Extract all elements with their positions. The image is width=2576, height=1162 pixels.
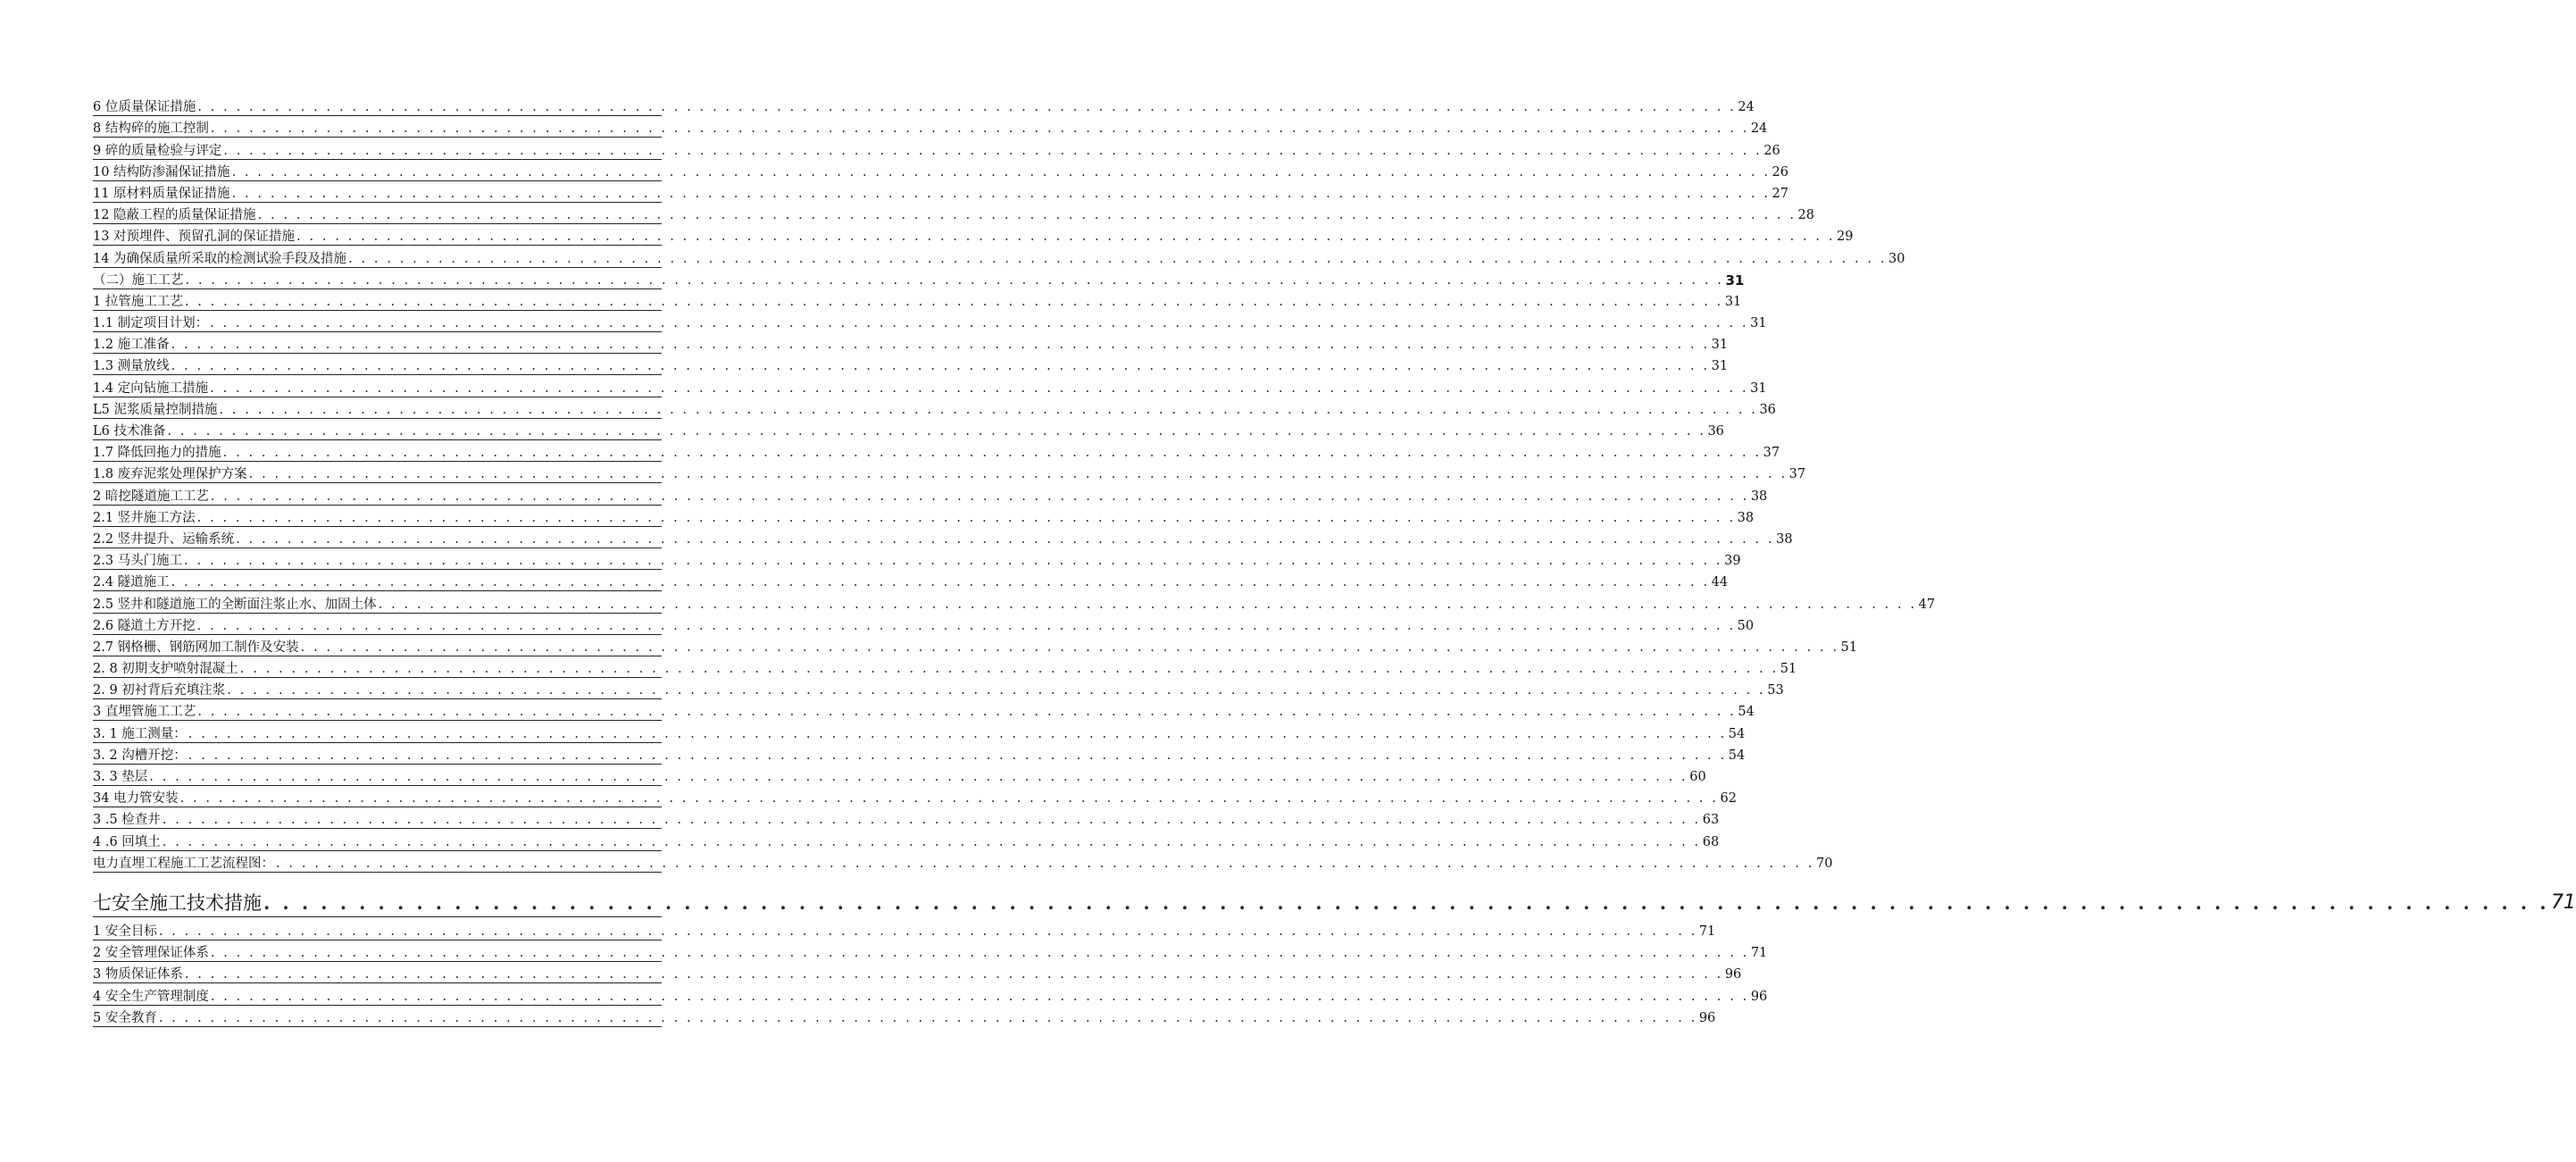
toc-entry-label: 6 位质量保证措施 [93, 100, 196, 115]
toc-entry-page-number: 28 [1797, 208, 1814, 223]
toc-entry-page-number: 37 [1788, 467, 1806, 482]
toc-entry-label: 1.7 降低回拖力的措施 [93, 446, 221, 461]
toc-entry-label: 5 安全教育 [93, 1010, 157, 1025]
toc-entry-label: 3. 1 施工测量： [93, 726, 187, 741]
toc-leader-dots: . . . . . . . . . . . . . . . . . . . . . . . . . . . . . . . . . . . . . . . . . . . . . . . . . . . . . . . . . . . . . . . . . . . . . . . . . . . . . . . . . . . . . . . . . . . . . . . . . . . . . . . . . . . . . . . . . . . . . . . . [197, 705, 1737, 720]
toc-entry-label: 11 原材料质量保证措施 [93, 186, 230, 201]
toc-entry-label: 2.4 隧道施工 [93, 575, 170, 590]
toc-leader-dots: . . . . . . . . . . . . . . . . . . . . . . . . . . . . . . . . . . . . . . . . . . . . . . . . . . . . . . . . . . . . . . . . . . . . . . . . . . . . . . . . . . . . . . . . . . . . . . . . . . . . . . . . . . . . . . . . . . . . . . . . [231, 164, 1771, 180]
toc-entry[interactable] [93, 440, 1780, 462]
toc-leader-dots: . . . . . . . . . . . . . . . . . . . . . . . . . . . . . . . . . . . . . . . . . . . . . . . . . . . . . . . . . . . . . . . . . . . . . . . . . . . . . . . . . . . . . . . . . . . . . . . . . . . . . . . . . . . . . . . . . . . . . . . . [210, 316, 1749, 331]
toc-entry-page-number: 37 [1763, 446, 1780, 461]
toc-entry-label: 1 安全目标 [93, 924, 157, 939]
toc-leader-dots: . . . . . . . . . . . . . . . . . . . . . . . . . . . . . . . . . . . . . . . . . . . . . . . . . . . . . . . . . . . . . . . . . . . . . . . . . . . . . . . . . . . . . . . . . . . . . . . . . . . . . . . . . . . . . . . . . . . . . . . . [210, 380, 1749, 396]
toc-entry-page-number: 60 [1689, 770, 1706, 784]
toc-leader-dots: . . . . . . . . . . . . . . . . . . . . . . . . . . . . . . . . . . . . . . . . . . . . . . . . . . . . . . . . . . . . . . . . . . . . . . . . . . . . . . . . . . . . . . . . . . . . . . . . . . . . . . . . . . . . . . . . . . . . . . . . [162, 813, 1701, 828]
toc-entry-label: 10 结构防渗漏保证措施 [93, 164, 230, 180]
toc-entry-page-number: 54 [1738, 705, 1755, 720]
toc-entry[interactable] [93, 462, 1806, 483]
toc-entry-label: 3 物质保证体系 [93, 967, 183, 982]
toc-entry[interactable] [93, 962, 1742, 983]
toc-leader-dots: . . . . . . . . . . . . . . . . . . . . . . . . . . . . . . . . . . . . . . . . . . . . . . . . . . . . . . . . . . . . . . . . . . . . . . . . . . . . . . . . . . . . . . . . . . . . . . . . . . . . . . . . . . . . . . . . . . . . . . . . [219, 402, 1758, 417]
toc-leader-dots: . . . . . . . . . . . . . . . . . . . . . . . . . . . . . . . . . . . . . . . . . . . . . . . . . . . . . . . . . . . . . . . . . . . . . . . . . . . . . . . . . . . . . . . . . . . . . . . . . . . . . . . . . . . . . . . . . . . . . . . . [171, 359, 1710, 374]
toc-entry-label: 2.5 竖井和隧道施工的全断面注浆止水、加固土体 [93, 597, 377, 612]
toc-entry-label: 电力直埋工程施工工艺流程图： [93, 856, 274, 871]
toc-leader-dots: . . . . . . . . . . . . . . . . . . . . . . . . . . . . . . . . . . . . . . . . . . . . . . . . . . . . . . . . . . . . . . . . . . . . . . . . . . . . . . . . . . . . . . . . . . . . . . . . . . . . . . . . . . . . . . . . . . . . . . . . [196, 618, 1736, 633]
toc-entry-page-number: 31 [1750, 380, 1767, 396]
toc-entry-page-number: 51 [1840, 640, 1858, 655]
toc-entry-label: 3. 3 垫层 [93, 770, 148, 784]
toc-leader-dots: . . . . . . . . . . . . . . . . . . . . . . . . . . . . . . . . . . . . . . . . . . . . . . . . . . . . . . . . . . . . . . . . . . . . . . . . . . . . . . . . . . . . . . . . . . . . . . . . . . . . . . . . . . . . . . . . . . . . . . . . [167, 424, 1706, 439]
toc-leader-dots: . . . . . . . . . . . . . . . . . . . . . . . . . . . . . . . . . . . . . . . . . . . . . . . . . . . . . . . . . . . . . . . . . . . . . . . . . . . . . . . . . . . . . . . . . . . . . . . . . . . . . . . . . . . . . . . . . . . . . . . . [171, 575, 1710, 590]
toc-entry-page-number: 71 [2550, 890, 2576, 914]
toc-leader-dots: . . . . . . . . . . . . . . . . . . . . . . . . . . . . . . . . . . . . . . . . . . . . . . . . . . . . . . . . . . . . . . . . . . . . . . . . . . . . . . . . . . . . . . . . . . . . . . . . . . . . . . . . . . . . . . . . . . . . . . . . [263, 890, 2549, 914]
toc-leader-dots: . . . . . . . . . . . . . . . . . . . . . . . . . . . . . . . . . . . . . . . . . . . . . . . . . . . . . . . . . . . . . . . . . . . . . . . . . . . . . . . . . . . . . . . . . . . . . . . . . . . . . . . . . . . . . . . . . . . . . . . . [223, 143, 1763, 158]
toc-entry-page-number: 50 [1737, 618, 1755, 633]
toc-entry-label: 3 .5 检查井 [93, 813, 161, 828]
toc-entry-label: 14 为确保质量所采取的检测试验手段及措施 [93, 251, 347, 266]
toc-leader-dots: . . . . . . . . . . . . . . . . . . . . . . . . . . . . . . . . . . . . . . . . . . . . . . . . . . . . . . . . . . . . . . . . . . . . . . . . . . . . . . . . . . . . . . . . . . . . . . . . . . . . . . . . . . . . . . . . . . . . . . . . [348, 251, 1888, 266]
toc-entry[interactable] [93, 1006, 1716, 1027]
toc-leader-dots: . . . . . . . . . . . . . . . . . . . . . . . . . . . . . . . . . . . . . . . . . . . . . . . . . . . . . . . . . . . . . . . . . . . . . . . . . . . . . . . . . . . . . . . . . . . . . . . . . . . . . . . . . . . . . . . . . . . . . . . . [158, 924, 1697, 939]
toc-entry-page-number: 31 [1711, 338, 1729, 353]
toc-entry-page-number: 26 [1763, 143, 1780, 158]
toc-leader-dots: . . . . . . . . . . . . . . . . . . . . . . . . . . . . . . . . . . . . . . . . . . . . . . . . . . . . . . . . . . . . . . . . . . . . . . . . . . . . . . . . . . . . . . . . . . . . . . . . . . . . . . . . . . . . . . . . . . . . . . . . [210, 489, 1749, 504]
toc-entry[interactable] [93, 614, 1755, 635]
toc-entry-label: 1.8 废弃泥浆处理保护方案 [93, 467, 247, 482]
toc-entry-label: 2. 9 初衬背后充填注浆 [93, 683, 226, 698]
toc-entry-page-number: 96 [1724, 967, 1742, 982]
toc-entry-page-number: 29 [1837, 230, 1854, 245]
toc-entry[interactable] [93, 397, 1776, 419]
toc-entry[interactable] [93, 203, 1814, 224]
toc-entry-page-number: 62 [1720, 791, 1737, 807]
toc-entry-label: 1.1 制定项目计划： [93, 316, 209, 331]
toc-entry[interactable] [93, 765, 1706, 786]
toc-leader-dots: . . . . . . . . . . . . . . . . . . . . . . . . . . . . . . . . . . . . . . . . . . . . . . . . . . . . . . . . . . . . . . . . . . . . . . . . . . . . . . . . . . . . . . . . . . . . . . . . . . . . . . . . . . . . . . . . . . . . . . . . [185, 272, 1724, 288]
toc-entry[interactable] [93, 419, 1724, 440]
toc-entry[interactable] [93, 506, 1755, 527]
toc-entry[interactable] [93, 591, 1936, 613]
toc-entry[interactable] [93, 224, 1854, 246]
toc-entry-page-number: 39 [1724, 554, 1741, 569]
toc-leader-dots: . . . . . . . . . . . . . . . . . . . . . . . . . . . . . . . . . . . . . . . . . . . . . . . . . . . . . . . . . . . . . . . . . . . . . . . . . . . . . . . . . . . . . . . . . . . . . . . . . . . . . . . . . . . . . . . . . . . . . . . . [171, 338, 1710, 353]
toc-entry-label: 1.2 施工准备 [93, 338, 170, 353]
toc-entry[interactable] [93, 786, 1737, 807]
toc-entry-label: 2 暗挖隧道施工工艺 [93, 489, 209, 504]
toc-leader-dots: . . . . . . . . . . . . . . . . . . . . . . . . . . . . . . . . . . . . . . . . . . . . . . . . . . . . . . . . . . . . . . . . . . . . . . . . . . . . . . . . . . . . . . . . . . . . . . . . . . . . . . . . . . . . . . . . . . . . . . . . [197, 100, 1737, 115]
toc-leader-dots: . . . . . . . . . . . . . . . . . . . . . . . . . . . . . . . . . . . . . . . . . . . . . . . . . . . . . . . . . . . . . . . . . . . . . . . . . . . . . . . . . . . . . . . . . . . . . . . . . . . . . . . . . . . . . . . . . . . . . . . . [248, 467, 1788, 482]
toc-entry[interactable] [93, 807, 1720, 829]
toc-leader-dots: . . . . . . . . . . . . . . . . . . . . . . . . . . . . . . . . . . . . . . . . . . . . . . . . . . . . . . . . . . . . . . . . . . . . . . . . . . . . . . . . . . . . . . . . . . . . . . . . . . . . . . . . . . . . . . . . . . . . . . . . [227, 683, 1766, 698]
toc-leader-dots: . . . . . . . . . . . . . . . . . . . . . . . . . . . . . . . . . . . . . . . . . . . . . . . . . . . . . . . . . . . . . . . . . . . . . . . . . . . . . . . . . . . . . . . . . . . . . . . . . . . . . . . . . . . . . . . . . . . . . . . . [149, 770, 1688, 784]
toc-entry-label: （二）施工工艺 [93, 272, 184, 288]
toc-entry-page-number: 71 [1698, 924, 1716, 939]
toc-entry-page-number: 54 [1728, 748, 1746, 763]
toc-entry[interactable] [93, 940, 1768, 962]
toc-entry[interactable] [93, 656, 1797, 678]
toc-entry[interactable] [93, 138, 1780, 159]
toc-leader-dots: . . . . . . . . . . . . . . . . . . . . . . . . . . . . . . . . . . . . . . . . . . . . . . . . . . . . . . . . . . . . . . . . . . . . . . . . . . . . . . . . . . . . . . . . . . . . . . . . . . . . . . . . . . . . . . . . . . . . . . . . [239, 662, 1779, 677]
toc-entry-page-number: 36 [1707, 424, 1724, 439]
toc-entry-page-number: 51 [1780, 662, 1797, 677]
toc-entry-label: 1 拉管施工工艺 [93, 294, 183, 309]
toc-entry[interactable] [93, 95, 1755, 116]
toc-entry-label: 4 .6 回填土 [93, 834, 161, 849]
toc-entry[interactable] [93, 635, 1858, 656]
toc-leader-dots: . . . . . . . . . . . . . . . . . . . . . . . . . . . . . . . . . . . . . . . . . . . . . . . . . . . . . . . . . . . . . . . . . . . . . . . . . . . . . . . . . . . . . . . . . . . . . . . . . . . . . . . . . . . . . . . . . . . . . . . . [184, 967, 1723, 982]
toc-entry-label: L6 技术准备 [93, 424, 166, 439]
toc-leader-dots: . . . . . . . . . . . . . . . . . . . . . . . . . . . . . . . . . . . . . . . . . . . . . . . . . . . . . . . . . . . . . . . . . . . . . . . . . . . . . . . . . . . . . . . . . . . . . . . . . . . . . . . . . . . . . . . . . . . . . . . . [300, 640, 1839, 655]
toc-entry[interactable] [93, 548, 1741, 570]
toc-entry[interactable] [93, 919, 1716, 940]
toc-entry-label: 9 碎的质量检验与评定 [93, 143, 222, 158]
toc-entry-page-number: 70 [1815, 856, 1833, 871]
toc-entry-label: 2. 8 初期支护喷射混凝土 [93, 662, 238, 677]
toc-entry[interactable] [93, 678, 1784, 699]
toc-entry-page-number: 31 [1725, 272, 1745, 288]
toc-entry[interactable] [93, 743, 1746, 765]
toc-entry[interactable] [93, 721, 1746, 742]
toc-entry-label: L5 泥浆质量控制措施 [93, 402, 218, 417]
toc-entry[interactable] [93, 375, 1767, 397]
toc-entry[interactable] [93, 354, 1729, 375]
toc-entry[interactable] [93, 699, 1755, 721]
toc-leader-dots: . . . . . . . . . . . . . . . . . . . . . . . . . . . . . . . . . . . . . . . . . . . . . . . . . . . . . . . . . . . . . . . . . . . . . . . . . . . . . . . . . . . . . . . . . . . . . . . . . . . . . . . . . . . . . . . . . . . . . . . . [196, 510, 1736, 525]
toc-entry[interactable] [93, 116, 1768, 138]
toc-entry-page-number: 24 [1750, 121, 1768, 137]
toc-leader-dots: . . . . . . . . . . . . . . . . . . . . . . . . . . . . . . . . . . . . . . . . . . . . . . . . . . . . . . . . . . . . . . . . . . . . . . . . . . . . . . . . . . . . . . . . . . . . . . . . . . . . . . . . . . . . . . . . . . . . . . . . [257, 208, 1797, 223]
toc-leader-dots: . . . . . . . . . . . . . . . . . . . . . . . . . . . . . . . . . . . . . . . . . . . . . . . . . . . . . . . . . . . . . . . . . . . . . . . . . . . . . . . . . . . . . . . . . . . . . . . . . . . . . . . . . . . . . . . . . . . . . . . . [210, 946, 1749, 961]
toc-entry-label: 4 安全生产管理制度 [93, 989, 209, 1004]
toc-leader-dots: . . . . . . . . . . . . . . . . . . . . . . . . . . . . . . . . . . . . . . . . . . . . . . . . . . . . . . . . . . . . . . . . . . . . . . . . . . . . . . . . . . . . . . . . . . . . . . . . . . . . . . . . . . . . . . . . . . . . . . . . [231, 186, 1771, 201]
toc-entry-page-number: 27 [1772, 186, 1788, 201]
toc-entry-label: 8 结构碎的施工控制 [93, 121, 209, 137]
toc-leader-dots: . . . . . . . . . . . . . . . . . . . . . . . . . . . . . . . . . . . . . . . . . . . . . . . . . . . . . . . . . . . . . . . . . . . . . . . . . . . . . . . . . . . . . . . . . . . . . . . . . . . . . . . . . . . . . . . . . . . . . . . . [276, 856, 1814, 871]
toc-entry-label: 2.1 竖井施工方法 [93, 510, 196, 525]
toc-entry[interactable] [93, 311, 1767, 332]
toc-entry-label: 13 对预埋件、预留孔洞的保证措施 [93, 230, 296, 245]
toc-entry-label: 2 安全管理保证体系 [93, 946, 209, 961]
toc-entry-page-number: 96 [1698, 1010, 1716, 1025]
toc-entry[interactable] [93, 268, 1745, 289]
toc-entry-label: 2.3 马头门施工 [93, 554, 183, 569]
toc-entry-label: 七安全施工技术措施 [93, 891, 262, 914]
toc-entry-label: 2.7 钢格栅、钢筋网加工制作及安装 [93, 640, 299, 655]
toc-entry-label: 3. 2 沟槽开挖： [93, 748, 187, 763]
toc-entry[interactable] [93, 527, 1793, 548]
toc-leader-dots: . . . . . . . . . . . . . . . . . . . . . . . . . . . . . . . . . . . . . . . . . . . . . . . . . . . . . . . . . . . . . . . . . . . . . . . . . . . . . . . . . . . . . . . . . . . . . . . . . . . . . . . . . . . . . . . . . . . . . . . . [184, 294, 1723, 309]
toc-entry-label: 34 电力管安装 [93, 791, 179, 807]
toc-entry[interactable] [93, 181, 1788, 203]
toc-leader-dots: . . . . . . . . . . . . . . . . . . . . . . . . . . . . . . . . . . . . . . . . . . . . . . . . . . . . . . . . . . . . . . . . . . . . . . . . . . . . . . . . . . . . . . . . . . . . . . . . . . . . . . . . . . . . . . . . . . . . . . . . [378, 597, 1917, 612]
toc-entry[interactable] [93, 983, 1768, 1005]
toc-entry[interactable] [93, 246, 1905, 267]
toc-entry-page-number: 96 [1750, 989, 1768, 1004]
toc-entry[interactable] [93, 289, 1742, 311]
toc-entry[interactable] [93, 483, 1768, 505]
toc-leader-dots: . . . . . . . . . . . . . . . . . . . . . . . . . . . . . . . . . . . . . . . . . . . . . . . . . . . . . . . . . . . . . . . . . . . . . . . . . . . . . . . . . . . . . . . . . . . . . . . . . . . . . . . . . . . . . . . . . . . . . . . . [179, 791, 1719, 807]
toc-entry-page-number: 38 [1750, 489, 1768, 504]
toc-entry-label: 3 直埋管施工工艺 [93, 705, 196, 720]
toc-entry[interactable] [93, 332, 1729, 354]
toc-entry-page-number: 38 [1737, 510, 1755, 525]
toc-leader-dots: . . . . . . . . . . . . . . . . . . . . . . . . . . . . . . . . . . . . . . . . . . . . . . . . . . . . . . . . . . . . . . . . . . . . . . . . . . . . . . . . . . . . . . . . . . . . . . . . . . . . . . . . . . . . . . . . . . . . . . . . [188, 748, 1727, 763]
toc-entry-page-number: 68 [1702, 834, 1720, 849]
toc-entry-page-number: 30 [1888, 251, 1905, 266]
toc-entry-label: 1.4 定向钻施工措施 [93, 380, 209, 396]
table-of-contents [93, 95, 2576, 1027]
toc-entry[interactable] [93, 160, 1788, 181]
toc-leader-dots: . . . . . . . . . . . . . . . . . . . . . . . . . . . . . . . . . . . . . . . . . . . . . . . . . . . . . . . . . . . . . . . . . . . . . . . . . . . . . . . . . . . . . . . . . . . . . . . . . . . . . . . . . . . . . . . . . . . . . . . . [210, 989, 1749, 1004]
toc-leader-dots: . . . . . . . . . . . . . . . . . . . . . . . . . . . . . . . . . . . . . . . . . . . . . . . . . . . . . . . . . . . . . . . . . . . . . . . . . . . . . . . . . . . . . . . . . . . . . . . . . . . . . . . . . . . . . . . . . . . . . . . . [188, 726, 1727, 741]
toc-entry-page-number: 63 [1702, 813, 1720, 828]
toc-entry-page-number: 31 [1724, 294, 1742, 309]
toc-entry-label: 1.3 测量放线 [93, 359, 170, 374]
toc-entry-label: 12 隐蔽工程的质量保证措施 [93, 208, 256, 223]
toc-entry-page-number: 44 [1711, 575, 1729, 590]
toc-leader-dots: . . . . . . . . . . . . . . . . . . . . . . . . . . . . . . . . . . . . . . . . . . . . . . . . . . . . . . . . . . . . . . . . . . . . . . . . . . . . . . . . . . . . . . . . . . . . . . . . . . . . . . . . . . . . . . . . . . . . . . . . [162, 834, 1701, 849]
toc-entry-page-number: 31 [1711, 359, 1729, 374]
toc-leader-dots: . . . . . . . . . . . . . . . . . . . . . . . . . . . . . . . . . . . . . . . . . . . . . . . . . . . . . . . . . . . . . . . . . . . . . . . . . . . . . . . . . . . . . . . . . . . . . . . . . . . . . . . . . . . . . . . . . . . . . . . . [296, 230, 1836, 245]
toc-leader-dots: . . . . . . . . . . . . . . . . . . . . . . . . . . . . . . . . . . . . . . . . . . . . . . . . . . . . . . . . . . . . . . . . . . . . . . . . . . . . . . . . . . . . . . . . . . . . . . . . . . . . . . . . . . . . . . . . . . . . . . . . [210, 121, 1749, 137]
toc-entry-page-number: 26 [1772, 164, 1788, 180]
toc-entry-page-number: 31 [1750, 316, 1767, 331]
toc-entry-page-number: 53 [1767, 683, 1784, 698]
toc-entry-label: 2.2 竖井提升、运输系统 [93, 531, 235, 547]
toc-entry-page-number: 24 [1738, 100, 1755, 115]
toc-entry[interactable] [93, 570, 1729, 591]
toc-entry-page-number: 47 [1918, 597, 1936, 612]
toc-entry-page-number: 36 [1759, 402, 1776, 417]
toc-entry[interactable] [93, 851, 1833, 873]
toc-leader-dots: . . . . . . . . . . . . . . . . . . . . . . . . . . . . . . . . . . . . . . . . . . . . . . . . . . . . . . . . . . . . . . . . . . . . . . . . . . . . . . . . . . . . . . . . . . . . . . . . . . . . . . . . . . . . . . . . . . . . . . . . [158, 1010, 1697, 1025]
toc-entry-page-number: 71 [1750, 946, 1768, 961]
toc-leader-dots: . . . . . . . . . . . . . . . . . . . . . . . . . . . . . . . . . . . . . . . . . . . . . . . . . . . . . . . . . . . . . . . . . . . . . . . . . . . . . . . . . . . . . . . . . . . . . . . . . . . . . . . . . . . . . . . . . . . . . . . . [236, 531, 1775, 547]
toc-chapter-entry[interactable] [93, 873, 2576, 917]
toc-leader-dots: . . . . . . . . . . . . . . . . . . . . . . . . . . . . . . . . . . . . . . . . . . . . . . . . . . . . . . . . . . . . . . . . . . . . . . . . . . . . . . . . . . . . . . . . . . . . . . . . . . . . . . . . . . . . . . . . . . . . . . . . [184, 554, 1723, 569]
toc-entry-page-number: 54 [1728, 726, 1746, 741]
toc-entry-page-number: 38 [1776, 531, 1793, 547]
toc-entry[interactable] [93, 829, 1720, 850]
toc-leader-dots: . . . . . . . . . . . . . . . . . . . . . . . . . . . . . . . . . . . . . . . . . . . . . . . . . . . . . . . . . . . . . . . . . . . . . . . . . . . . . . . . . . . . . . . . . . . . . . . . . . . . . . . . . . . . . . . . . . . . . . . . [222, 446, 1762, 461]
toc-entry-label: 2.6 隧道土方开挖 [93, 618, 196, 633]
